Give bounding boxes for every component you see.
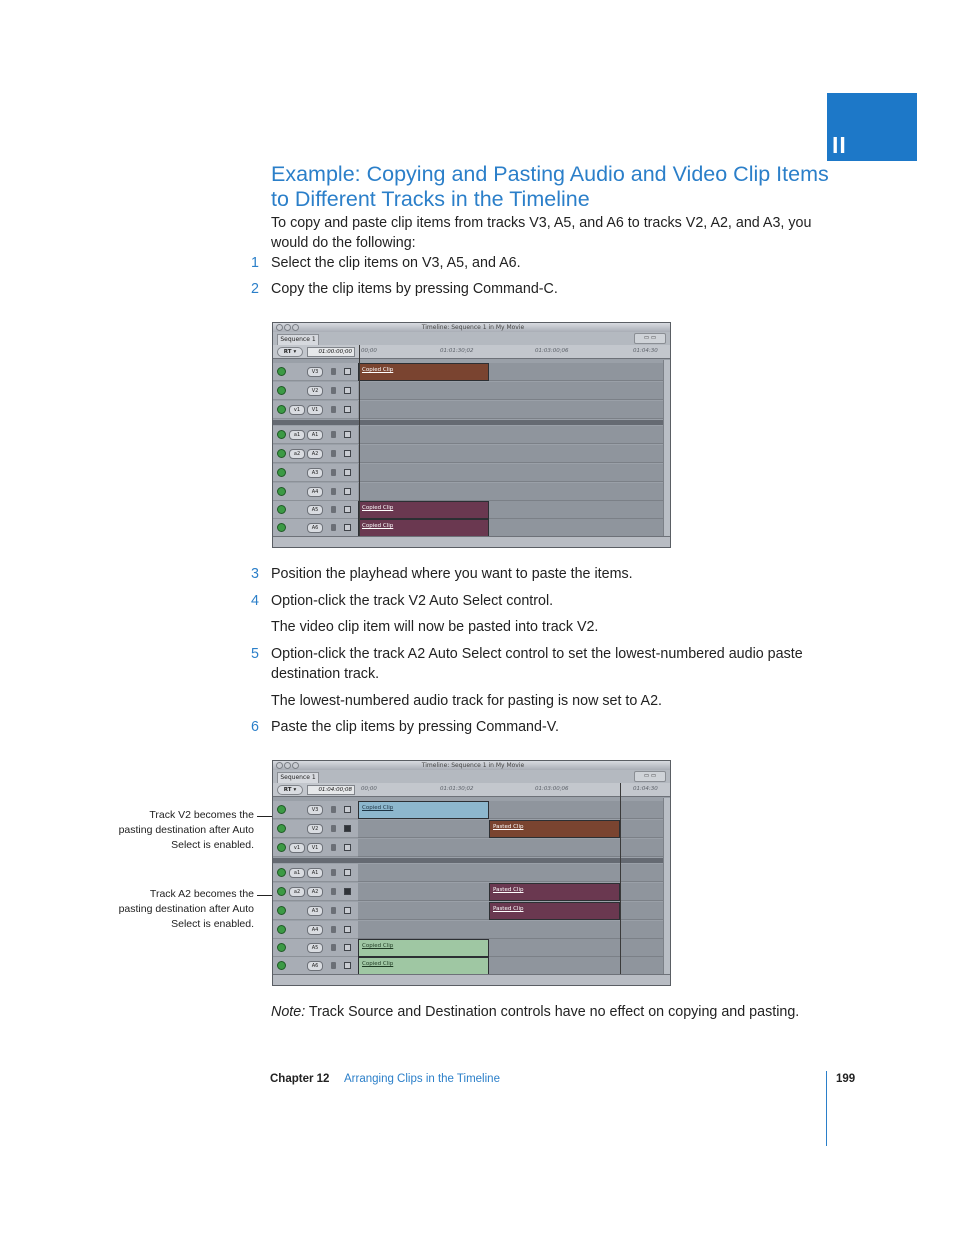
vertical-scrollbar[interactable]	[663, 798, 670, 975]
minimize-icon[interactable]	[284, 762, 291, 769]
source-control[interactable]: a2	[289, 887, 305, 897]
clip-item[interactable]: Copied Clip	[358, 801, 489, 819]
playhead[interactable]	[359, 345, 360, 537]
speaker-icon[interactable]	[277, 906, 286, 915]
track-header-a1	[273, 426, 358, 444]
ruler-label: 01:04:30	[633, 786, 658, 792]
section-heading: Example: Copying and Pasting Audio and Video Clip Items to Different Tracks in the Timeline	[271, 162, 829, 211]
step-text: Copy the clip items by pressing Command-C.	[271, 281, 558, 297]
auto-select-control[interactable]	[344, 806, 351, 813]
step-text: Select the clip items on V3, A5, and A6.	[271, 255, 521, 271]
step-text: Option-click the track A2 Auto Select control to set the lowest-numbered audio paste destination track.	[271, 646, 803, 682]
page-number: 199	[836, 1073, 856, 1085]
clip-item[interactable]: Copied Clip	[358, 939, 489, 957]
lock-icon[interactable]	[331, 368, 336, 375]
destination-control[interactable]: A1	[307, 430, 323, 440]
clip-item[interactable]: Pasted Clip	[489, 883, 620, 901]
track-lane-a4[interactable]	[358, 483, 665, 501]
step-text: Paste the clip items by pressing Command-V.	[271, 719, 559, 735]
timeline-view-button[interactable]: ▭ ▭	[634, 771, 666, 782]
track-header-v3	[273, 363, 358, 381]
auto-select-control[interactable]	[344, 962, 351, 969]
window-title: Timeline: Sequence 1 in My Movie	[421, 324, 525, 331]
auto-select-control[interactable]	[344, 387, 351, 394]
timeline-screenshot-before	[272, 322, 671, 548]
auto-select-control[interactable]	[344, 926, 351, 933]
track-header-v1	[273, 401, 358, 419]
auto-select-control[interactable]	[344, 506, 351, 513]
zoom-icon[interactable]	[292, 762, 299, 769]
footer-divider	[826, 1071, 827, 1146]
step-result: The video clip item will now be pasted into track V2.	[271, 619, 599, 635]
auto-select-control[interactable]	[344, 907, 351, 914]
lock-icon[interactable]	[331, 406, 336, 413]
auto-select-control[interactable]	[344, 431, 351, 438]
destination-control[interactable]: A3	[307, 468, 323, 478]
lock-icon[interactable]	[331, 888, 336, 895]
time-ruler[interactable]	[273, 345, 670, 359]
speaker-icon[interactable]	[277, 925, 286, 934]
callout-a2: Track A2 becomes the pasting destination after Auto Select is enabled.	[118, 888, 254, 930]
source-control[interactable]: a1	[289, 868, 305, 878]
lock-icon[interactable]	[331, 506, 336, 513]
speaker-icon[interactable]	[277, 943, 286, 952]
destination-control[interactable]: A5	[307, 505, 323, 515]
destination-control[interactable]: A6	[307, 523, 323, 533]
track-divider[interactable]	[273, 420, 665, 425]
timecode-field[interactable]: 01:00:00;00	[307, 347, 355, 357]
track-header-a3	[273, 902, 358, 920]
speaker-icon[interactable]	[277, 887, 286, 896]
lock-icon[interactable]	[331, 450, 336, 457]
auto-select-control[interactable]	[344, 469, 351, 476]
auto-select-control[interactable]	[344, 406, 351, 413]
lock-icon[interactable]	[331, 926, 336, 933]
track-header-v1	[273, 839, 358, 857]
track-header-v3	[273, 801, 358, 819]
speaker-icon[interactable]	[277, 523, 286, 532]
speaker-icon[interactable]	[277, 961, 286, 970]
step-text: Option-click the track V2 Auto Select control.	[271, 593, 554, 609]
auto-select-control[interactable]	[344, 488, 351, 495]
track-lane-v1[interactable]	[358, 401, 665, 419]
lock-icon[interactable]	[331, 944, 336, 951]
track-visibility-icon[interactable]	[277, 843, 286, 852]
step-number: 3	[251, 566, 259, 582]
track-visibility-icon[interactable]	[277, 367, 286, 376]
speaker-icon[interactable]	[277, 487, 286, 496]
clip-item[interactable]: Pasted Clip	[489, 902, 620, 920]
track-header-a6	[273, 519, 358, 537]
step-number: 2	[251, 281, 259, 297]
ruler-label: 00;00	[361, 786, 377, 792]
ruler-label: 01:03:00;06	[535, 786, 569, 792]
track-header-a5	[273, 501, 358, 519]
track-header-a4	[273, 921, 358, 939]
ruler-label: 01:01:30;02	[440, 348, 474, 354]
ruler-label: 01:04:30	[633, 348, 658, 354]
track-lane-v2[interactable]	[358, 382, 665, 400]
destination-control[interactable]: A5	[307, 943, 323, 953]
note-text: Track Source and Destination controls have no effect on copying and pasting.	[308, 1004, 800, 1020]
lock-icon[interactable]	[331, 806, 336, 813]
destination-control[interactable]: A6	[307, 961, 323, 971]
track-lane-a1[interactable]	[358, 426, 665, 444]
auto-select-control[interactable]	[344, 450, 351, 457]
ruler-label: 01:03:00;06	[535, 348, 569, 354]
note-label: Note:	[271, 1004, 306, 1020]
note	[271, 1003, 831, 1023]
track-lane-a1[interactable]	[358, 864, 665, 882]
lock-icon[interactable]	[331, 488, 336, 495]
time-ruler[interactable]	[273, 783, 670, 797]
source-control[interactable]: v1	[289, 843, 305, 853]
speaker-icon[interactable]	[277, 868, 286, 877]
track-header-a6	[273, 957, 358, 975]
track-header-a4	[273, 483, 358, 501]
track-header-a1	[273, 864, 358, 882]
clip-item[interactable]: Copied Clip	[358, 957, 489, 975]
lock-icon[interactable]	[331, 844, 336, 851]
source-control[interactable]: a2	[289, 449, 305, 459]
part-tab-label: II	[832, 132, 847, 158]
track-visibility-icon[interactable]	[277, 805, 286, 814]
auto-select-control[interactable]	[344, 844, 351, 851]
source-control[interactable]: a1	[289, 430, 305, 440]
lock-icon[interactable]	[331, 431, 336, 438]
track-header-a5	[273, 939, 358, 957]
clip-item[interactable]: Pasted Clip	[489, 820, 620, 838]
lock-icon[interactable]	[331, 907, 336, 914]
timeline-bottom-controls[interactable]	[273, 536, 670, 547]
playhead[interactable]	[620, 783, 621, 975]
rt-menu[interactable]: RT ▾	[277, 785, 303, 795]
track-header-v2	[273, 382, 358, 400]
destination-control[interactable]: V3	[307, 805, 323, 815]
lock-icon[interactable]	[331, 962, 336, 969]
ruler-label: 00;00	[361, 348, 377, 354]
window-titlebar	[273, 761, 670, 770]
step-number: 5	[251, 646, 259, 662]
step-number: 4	[251, 593, 259, 609]
clip-item[interactable]: Copied Clip	[358, 519, 489, 537]
track-lane-a2[interactable]	[358, 445, 665, 463]
window-titlebar	[273, 323, 670, 332]
destination-control[interactable]: A1	[307, 868, 323, 878]
window-title: Timeline: Sequence 1 in My Movie	[421, 762, 525, 769]
speaker-icon[interactable]	[277, 468, 286, 477]
rt-menu[interactable]: RT ▾	[277, 347, 303, 357]
track-header-v2	[273, 820, 358, 838]
intro-paragraph: To copy and paste clip items from tracks V3, A5, and A6 to tracks V2, A2, and A3, you would do the following:	[271, 215, 812, 251]
destination-control[interactable]: A3	[307, 906, 323, 916]
track-visibility-icon[interactable]	[277, 405, 286, 414]
lock-icon[interactable]	[331, 469, 336, 476]
destination-control[interactable]: V1	[307, 405, 323, 415]
track-header-a2	[273, 883, 358, 901]
ruler-label: 01:01:30;02	[440, 786, 474, 792]
timecode-field[interactable]: 01:04:00;08	[307, 785, 355, 795]
step-result: The lowest-numbered audio track for pasting is now set to A2.	[271, 693, 662, 709]
sequence-tab[interactable]: Sequence 1	[277, 334, 319, 345]
minimize-icon[interactable]	[284, 324, 291, 331]
close-icon[interactable]	[276, 762, 283, 769]
timeline-screenshot-after	[272, 760, 671, 986]
destination-control[interactable]: A4	[307, 925, 323, 935]
destination-control[interactable]: A2	[307, 449, 323, 459]
auto-select-control[interactable]	[344, 869, 351, 876]
zoom-icon[interactable]	[292, 324, 299, 331]
footer-chapter-title: Arranging Clips in the Timeline	[344, 1073, 500, 1085]
lock-icon[interactable]	[331, 524, 336, 531]
destination-control[interactable]: V1	[307, 843, 323, 853]
step-number: 6	[251, 719, 259, 735]
auto-select-control[interactable]	[344, 944, 351, 951]
callout-v2: Track V2 becomes the pasting destination after Auto Select is enabled.	[118, 809, 254, 851]
auto-select-control[interactable]	[344, 368, 351, 375]
footer-chapter: Chapter 12	[270, 1073, 330, 1085]
timeline-bottom-controls[interactable]	[273, 974, 670, 985]
lock-icon[interactable]	[331, 387, 336, 394]
speaker-icon[interactable]	[277, 505, 286, 514]
vertical-scrollbar[interactable]	[663, 360, 670, 537]
track-divider[interactable]	[273, 858, 665, 863]
step-number: 1	[251, 255, 259, 271]
timeline-view-button[interactable]: ▭ ▭	[634, 333, 666, 344]
part-tab	[827, 93, 917, 161]
destination-control[interactable]: V3	[307, 367, 323, 377]
sequence-tab[interactable]: Sequence 1	[277, 772, 319, 783]
auto-select-control[interactable]	[344, 888, 351, 895]
speaker-icon[interactable]	[277, 430, 286, 439]
destination-control[interactable]: A2	[307, 887, 323, 897]
destination-control[interactable]: V2	[307, 386, 323, 396]
track-lane-a3[interactable]	[358, 464, 665, 482]
auto-select-control[interactable]	[344, 825, 351, 832]
source-control[interactable]: v1	[289, 405, 305, 415]
destination-control[interactable]: V2	[307, 824, 323, 834]
track-header-a3	[273, 464, 358, 482]
track-visibility-icon[interactable]	[277, 386, 286, 395]
lock-icon[interactable]	[331, 825, 336, 832]
track-header-a2	[273, 445, 358, 463]
clip-item[interactable]: Copied Clip	[358, 501, 489, 519]
speaker-icon[interactable]	[277, 449, 286, 458]
destination-control[interactable]: A4	[307, 487, 323, 497]
track-lane-a4[interactable]	[358, 921, 665, 939]
track-lane-v1[interactable]	[358, 839, 665, 857]
auto-select-control[interactable]	[344, 524, 351, 531]
close-icon[interactable]	[276, 324, 283, 331]
clip-item[interactable]: Copied Clip	[358, 363, 489, 381]
track-visibility-icon[interactable]	[277, 824, 286, 833]
lock-icon[interactable]	[331, 869, 336, 876]
step-text: Position the playhead where you want to paste the items.	[271, 566, 633, 582]
